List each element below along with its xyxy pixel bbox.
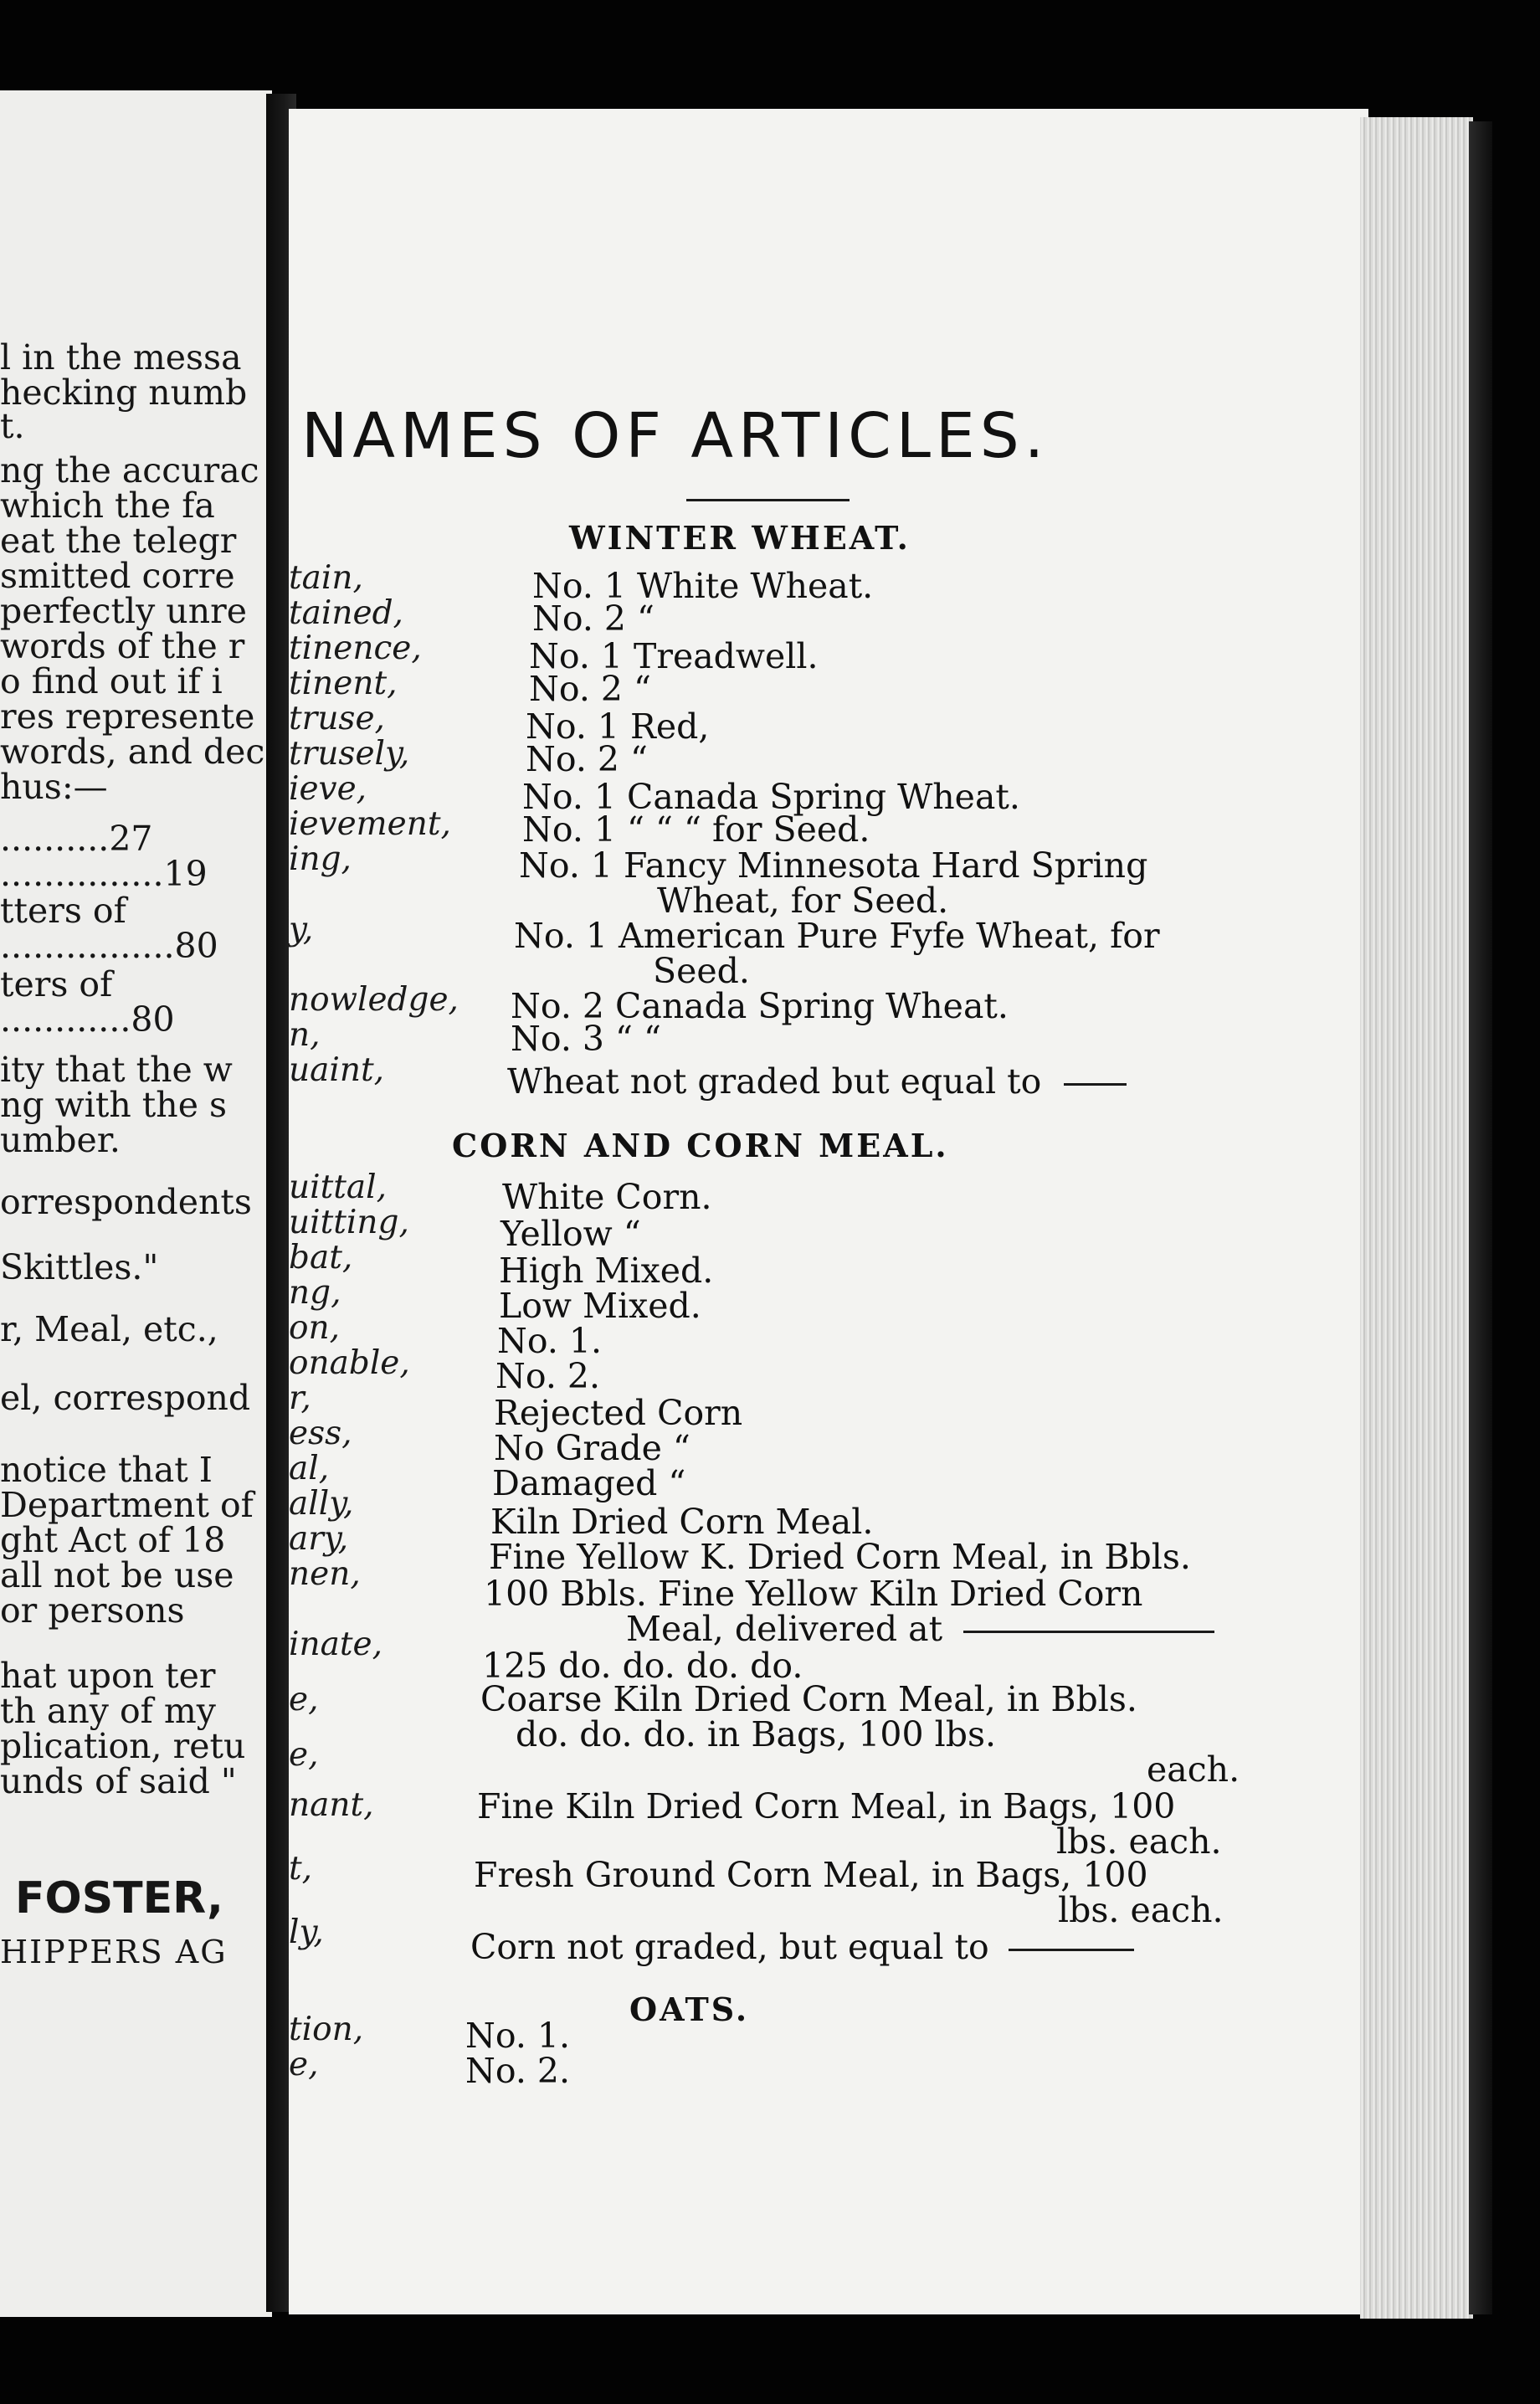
list-item: Low Mixed. [499, 1286, 701, 1326]
list-item: Seed. [653, 951, 750, 991]
left-page-line: eat the telegr [0, 521, 237, 561]
margin-word: e, [289, 1736, 319, 1774]
list-item-text: Wheat not graded but equal to [507, 1061, 1042, 1102]
margin-word: tained, [289, 594, 403, 632]
list-item: No. 1 Treadwell. [529, 636, 819, 676]
list-item [626, 1610, 1214, 1647]
left-page-line: perfectly unre [0, 591, 247, 631]
left-page-line: ng with the s [0, 1085, 228, 1125]
margin-word: truse, [289, 700, 385, 737]
list-item: No. 1 “ “ “ for Seed. [522, 809, 870, 850]
margin-word: uittal, [289, 1169, 388, 1206]
left-page-line: all not be use [0, 1555, 234, 1595]
list-item: lbs. each. [1056, 1821, 1222, 1862]
left-page-line: th any of my [0, 1691, 216, 1731]
left-page-line: tters of [0, 891, 126, 931]
left-page-line: unds of said " [0, 1761, 237, 1801]
left-page-line: ................80 [0, 926, 218, 966]
margin-word: nowledge, [289, 981, 459, 1019]
margin-word: e, [289, 2046, 319, 2083]
left-page-line: words, and dec [0, 732, 265, 772]
left-page-line: hat upon ter [0, 1656, 216, 1696]
list-item: No Grade “ [494, 1428, 690, 1468]
left-page-line: orrespondents [0, 1182, 252, 1222]
margin-word: uaint, [289, 1051, 385, 1089]
left-page-line: smitted corre [0, 556, 235, 596]
margin-word: e, [289, 1681, 319, 1718]
margin-word: uitting, [289, 1204, 409, 1241]
left-page-line: l in the messa [0, 337, 242, 378]
list-item: Rejected Corn [494, 1393, 743, 1433]
left-page-line: Skittles." [0, 1247, 159, 1287]
title-underline [686, 499, 850, 501]
blank-line [963, 1631, 1214, 1633]
list-item: No. 1 Canada Spring Wheat. [522, 777, 1020, 817]
list-item: do. do. do. in Bags, 100 lbs. [516, 1714, 997, 1754]
margin-word: al, [289, 1450, 330, 1487]
list-item: 100 Bbls. Fine Yellow Kiln Dried Corn [484, 1574, 1143, 1614]
margin-word: tinent, [289, 665, 398, 702]
margin-word: ievement, [289, 805, 451, 843]
left-page-line: hus:— [0, 767, 108, 807]
list-item: Wheat, for Seed. [657, 881, 949, 921]
list-item: Yellow “ [501, 1214, 641, 1254]
list-item: Fresh Ground Corn Meal, in Bags, 100 [474, 1855, 1148, 1895]
left-page-line: Department of [0, 1485, 254, 1525]
left-facing-page [0, 90, 272, 2317]
left-page-line: ng the accurac [0, 450, 259, 491]
left-page-line: ...............19 [0, 854, 208, 894]
blank-line [1009, 1949, 1134, 1951]
signature-name: FOSTER, [15, 1873, 223, 1924]
list-item-text: Meal, delivered at [626, 1609, 943, 1649]
margin-word: t, [289, 1850, 313, 1888]
section-heading-oats: OATS. [629, 1990, 750, 2028]
blank-line [1064, 1083, 1127, 1086]
margin-word: n, [289, 1016, 321, 1054]
margin-word: r, [289, 1379, 311, 1417]
margin-word: ary, [289, 1520, 349, 1558]
left-page-line: ters of [0, 964, 113, 1004]
left-page-line: o find out if i [0, 661, 223, 701]
page-title: NAMES OF ARTICLES. [301, 400, 1050, 472]
left-page-line: umber. [0, 1120, 121, 1160]
list-item: Coarse Kiln Dried Corn Meal, in Bbls. [480, 1679, 1137, 1719]
list-item: No. 2. [495, 1356, 601, 1396]
margin-word: trusely, [289, 735, 410, 773]
left-page-line: notice that I [0, 1450, 213, 1490]
margin-word: ieve, [289, 770, 367, 808]
book-cover-edge [1469, 121, 1492, 2314]
left-page-line: words of the r [0, 626, 245, 666]
list-item: No. 2. [465, 2051, 571, 2091]
list-item: Kiln Dried Corn Meal. [490, 1502, 874, 1542]
margin-word: ly, [289, 1913, 324, 1951]
left-page-line: ..........27 [0, 819, 153, 859]
list-item: Fine Yellow K. Dried Corn Meal, in Bbls. [489, 1537, 1191, 1577]
margin-word: ess, [289, 1415, 352, 1452]
left-page-line: res represente [0, 696, 255, 737]
margin-word: ng, [289, 1274, 341, 1312]
margin-word: inate, [289, 1626, 382, 1663]
list-item: 125 do. do. do. do. [482, 1646, 803, 1686]
list-item: lbs. each. [1058, 1890, 1224, 1930]
page-block-edges [1360, 117, 1473, 2319]
list-item: Fine Kiln Dried Corn Meal, in Bags, 100 [477, 1786, 1176, 1826]
list-item: No. 1. [465, 2016, 571, 2056]
list-item: No. 3 “ “ [511, 1019, 661, 1059]
left-page-line: el, correspond [0, 1378, 251, 1418]
margin-word: on, [289, 1309, 340, 1347]
list-item: No. 1 Fancy Minnesota Hard Spring [519, 845, 1148, 886]
left-page-line: hecking numb [0, 372, 248, 413]
list-item: each. [1147, 1749, 1240, 1790]
margin-word: nant, [289, 1786, 374, 1824]
left-page-line: plication, retu [0, 1726, 246, 1766]
list-item [507, 1063, 1127, 1100]
left-page-line: which the fa [0, 485, 215, 526]
left-page-line: t. [0, 406, 25, 446]
margin-word: nen, [289, 1555, 361, 1593]
margin-word: y, [289, 911, 314, 948]
list-item [470, 1929, 1134, 1965]
list-item: No. 2 “ [529, 669, 651, 709]
section-heading-winter-wheat: WINTER WHEAT. [569, 519, 911, 557]
margin-word: ally, [289, 1485, 354, 1523]
margin-word: tain, [289, 559, 363, 597]
list-item: No. 1 American Pure Fyfe Wheat, for [514, 916, 1160, 956]
list-item: High Mixed. [499, 1251, 714, 1291]
list-item: No. 1 White Wheat. [532, 566, 874, 606]
list-item: White Corn. [502, 1177, 712, 1217]
left-page-line: ity that the w [0, 1050, 233, 1090]
list-item: No. 2 Canada Spring Wheat. [511, 986, 1009, 1026]
list-item: Damaged “ [492, 1463, 686, 1503]
left-page-line: or persons [0, 1590, 185, 1631]
list-item-text: Corn not graded, but equal to [470, 1927, 989, 1967]
left-page-line: r, Meal, etc., [0, 1309, 218, 1349]
margin-word: bat, [289, 1239, 353, 1276]
section-heading-corn: CORN AND CORN MEAL. [452, 1127, 949, 1164]
list-item: No. 1. [497, 1321, 603, 1361]
signature-title: HIPPERS AG [0, 1934, 228, 1970]
margin-word: tinence, [289, 629, 422, 667]
left-page-line: ght Act of 18 [0, 1520, 226, 1560]
margin-word: ing, [289, 840, 352, 878]
list-item: No. 2 “ [532, 598, 654, 639]
list-item: No. 1 Red, [526, 706, 710, 747]
left-page-line: ............80 [0, 999, 175, 1040]
margin-word: tion, [289, 2011, 364, 2048]
margin-word: onable, [289, 1344, 410, 1382]
list-item: No. 2 “ [526, 739, 648, 779]
